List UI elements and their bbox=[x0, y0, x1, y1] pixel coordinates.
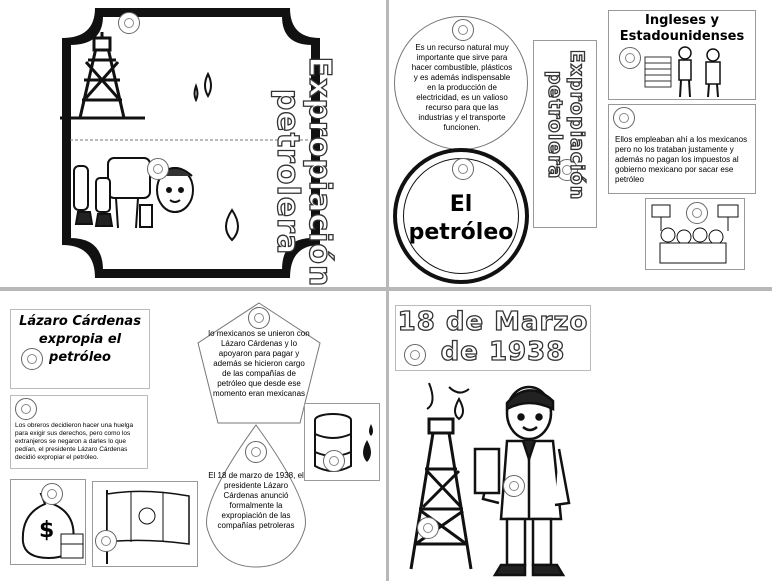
side-title-box bbox=[533, 40, 597, 228]
seal-logo bbox=[21, 348, 43, 370]
seal-logo bbox=[503, 475, 525, 497]
seal-logo bbox=[452, 158, 474, 180]
seal-logo bbox=[686, 202, 708, 224]
seal-logo bbox=[619, 47, 641, 69]
petroleo-title-2: petróleo bbox=[408, 220, 514, 245]
seal-logo bbox=[15, 398, 37, 420]
ingleses-title-2: Estadounidenses bbox=[619, 29, 745, 44]
ellos-text: Ellos empleaban ahí a los mexicanos pero no los trataban justamente y además no pagan los impuestos al gobierno mexicano por sacar ese petróleo bbox=[615, 135, 748, 184]
dollar-sign: $ bbox=[39, 518, 55, 543]
recurso-text: Es un recurso natural muy importante que sirve para hacer combustible, plásticos y es además indispensable en la producción de electricidad, es un valioso recurso para que las industrias y el transporte funcionen. bbox=[411, 43, 513, 132]
panel-lazaro bbox=[0, 291, 386, 581]
petroleo-title-1: El bbox=[449, 192, 473, 217]
ingleses-box bbox=[608, 10, 756, 100]
seal-logo bbox=[417, 517, 439, 539]
oil-tower-icon bbox=[411, 383, 471, 569]
protest-box bbox=[645, 198, 745, 270]
money-box bbox=[10, 479, 86, 565]
seal-logo bbox=[245, 441, 267, 463]
seal-logo bbox=[41, 483, 63, 505]
seal-logo bbox=[95, 530, 117, 552]
seal-logo bbox=[452, 19, 474, 41]
obreros-box bbox=[10, 395, 148, 469]
recurso-circle bbox=[394, 16, 528, 150]
oil-barrel-icon bbox=[305, 404, 381, 482]
ingleses-title-1: Ingleses y bbox=[645, 13, 719, 28]
panel-petroleo bbox=[389, 0, 772, 287]
flag-box bbox=[92, 481, 198, 567]
cover-title: Expropiación petrolera bbox=[270, 56, 337, 288]
ellos-box bbox=[608, 104, 756, 194]
seal-logo bbox=[323, 450, 345, 472]
pentagon-text: lo mexicanos se unieron con Lázaro Cárdenas y lo apoyaron para pagar y además se hicieron cargo de las compañías de petróleo que desde ese momento eran mexicanas bbox=[208, 329, 310, 398]
date-box bbox=[395, 305, 591, 371]
obreros-text: Los obreros decidieron hacer una huelga para exigir sus derechos, pero como los extranjeros se negaron a darles lo que pedían, el presidente Lázaro Cárdenas decidió expropiar el petróleo. bbox=[15, 422, 134, 461]
side-title: Expropiación petrolera bbox=[544, 49, 588, 201]
seal-logo bbox=[404, 344, 426, 366]
lazaro-title-3: petróleo bbox=[49, 350, 111, 365]
lazaro-title-1: Lázaro Cárdenas bbox=[19, 314, 141, 329]
date-line-2: de 1938 bbox=[440, 337, 566, 367]
seal-logo bbox=[147, 158, 169, 180]
panel-fecha bbox=[389, 291, 772, 581]
petroleo-circle bbox=[393, 148, 529, 284]
tower-and-president-illustration bbox=[389, 379, 772, 579]
lazaro-title-2: expropia el bbox=[38, 332, 122, 347]
lazaro-title-box bbox=[10, 309, 150, 389]
date-line-1: 18 de Marzo bbox=[397, 307, 589, 337]
mexican-flag-icon bbox=[93, 482, 199, 568]
seal-logo bbox=[118, 12, 140, 34]
seal-logo bbox=[613, 107, 635, 129]
panel-cover bbox=[0, 0, 386, 287]
drop-text: El 18 de marzo de 1938, el presidente Lázaro Cárdenas anunció formalmente la expropiación de las compañías petroleras bbox=[208, 471, 304, 530]
seal-logo bbox=[248, 307, 270, 329]
